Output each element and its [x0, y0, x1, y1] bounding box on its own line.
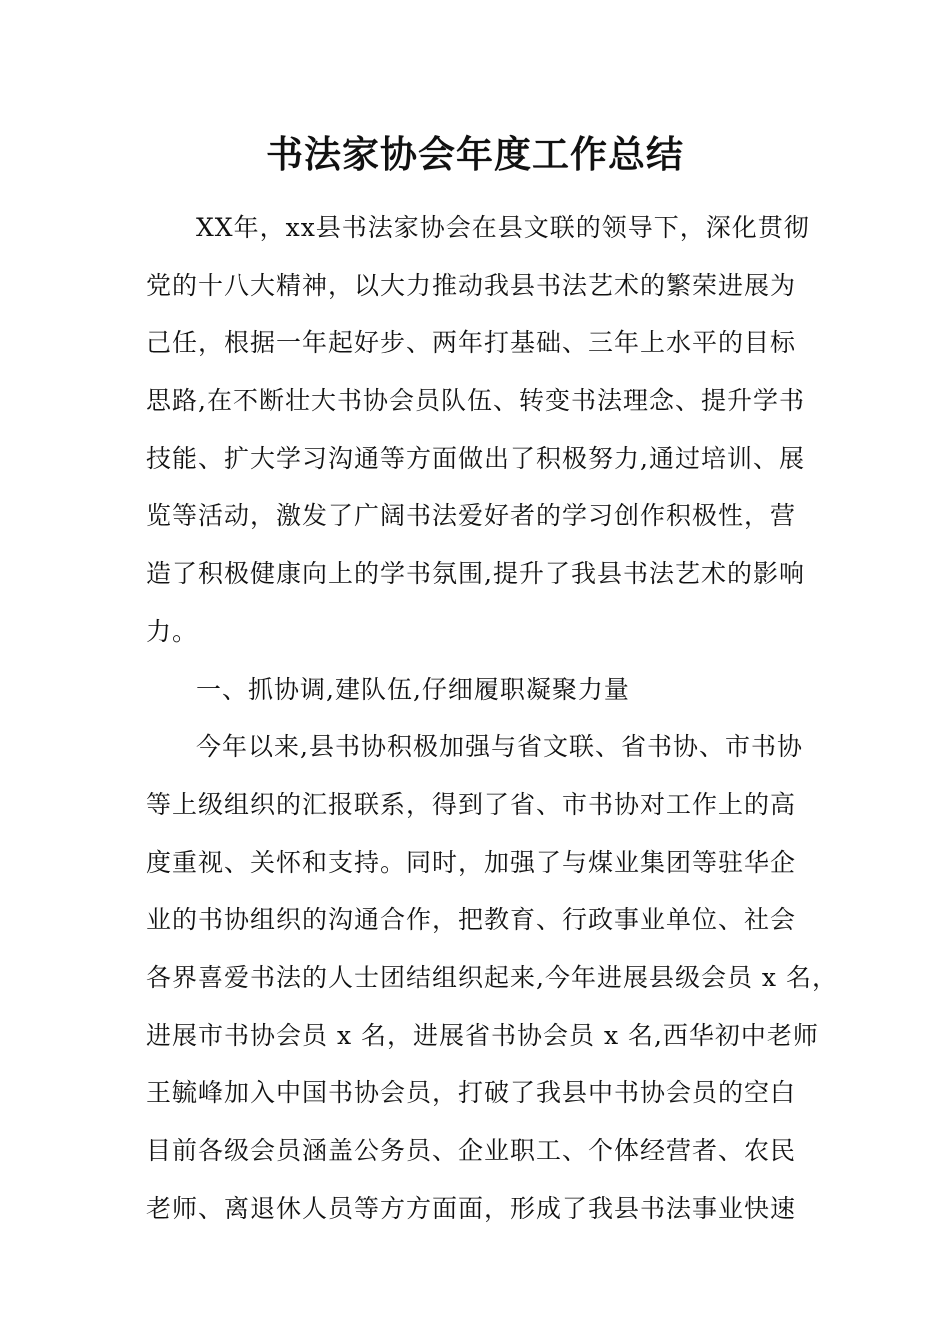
- paragraph-2-line-6: 进展市书协会员 x 名，进展省书协会员 x 名,西华初中老师: [146, 1020, 819, 1050]
- document-body: [146, 199, 838, 1237]
- document-title: 书法家协会年度工作总结: [266, 132, 684, 176]
- paragraph-1-line-3: 己任，根据一年起好步、两年打基础、三年上水平的目标: [146, 328, 797, 358]
- paragraph-1-line-1: XX年，xx县书法家协会在县文联的领导下，深化贯彻: [196, 213, 810, 242]
- paragraph-1-line-4: 思路,在不断壮大书协会员队伍、转变书法理念、提升学书: [146, 386, 805, 416]
- paragraph-2-line-2: 等上级组织的汇报联系，得到了省、市书协对工作上的高: [146, 789, 797, 819]
- paragraph-2-line-7: 王毓峰加入中国书协会员，打破了我县中书协会员的空白: [146, 1078, 797, 1108]
- paragraph-2-line-5: 各界喜爱书法的人士团结组织起来,今年进展县级会员 x 名，: [146, 962, 838, 992]
- paragraph-2-line-9: 老师、离退休人员等方方面面，形成了我县书法事业快速: [146, 1193, 797, 1223]
- section-heading: 一、抓协调,建队伍,仔细履职凝聚力量: [196, 674, 630, 704]
- paragraph-1-line-6: 览等活动，激发了广阔书法爱好者的学习创作积极性，营: [146, 501, 797, 531]
- paragraph-1-line-7: 造了积极健康向上的学书氛围,提升了我县书法艺术的影响: [146, 559, 805, 589]
- paragraph-1-line-2: 党的十八大精神，以大力推动我县书法艺术的繁荣进展为: [146, 270, 797, 300]
- paragraph-2-line-4: 业的书协组织的沟通合作，把教育、行政事业单位、社会: [146, 905, 797, 935]
- paragraph-1-line-8: 力。: [146, 616, 199, 646]
- paragraph-2-line-1: 今年以来,县书协积极加强与省文联、省书协、市书协: [196, 732, 803, 762]
- paragraph-2-line-3: 度重视、关怀和支持。同时，加强了与煤业集团等驻华企: [146, 847, 797, 877]
- paragraph-1-line-5: 技能、扩大学习沟通等方面做出了积极努力,通过培训、展: [146, 443, 805, 473]
- paragraph-2-line-8: 目前各级会员涵盖公务员、企业职工、个体经营者、农民: [146, 1136, 797, 1165]
